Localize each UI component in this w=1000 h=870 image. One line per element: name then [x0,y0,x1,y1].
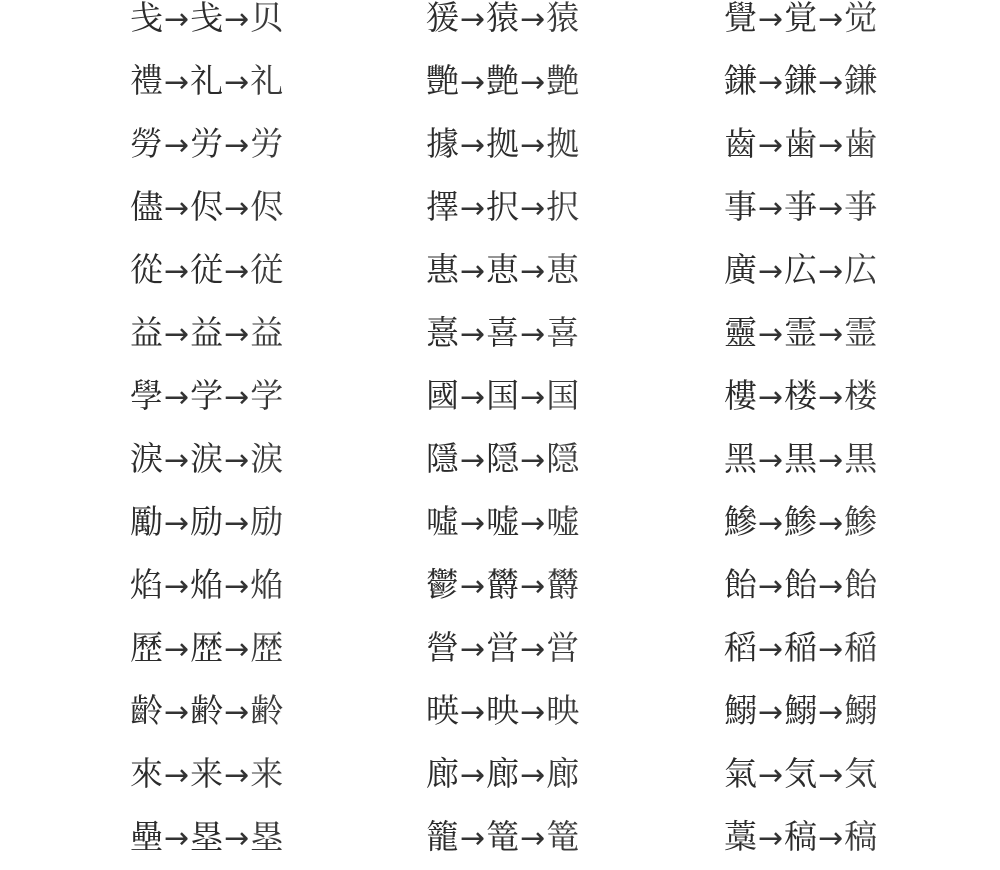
arrow-icon: → [224,443,250,478]
arrow-icon: → [520,569,546,604]
variant-char: 欝 [546,565,580,604]
arrow-icon: → [224,317,250,352]
simplified-char: 益 [190,313,224,352]
variant-entry [130,49,283,112]
arrow-icon: → [520,695,546,730]
arrow-icon: → [758,380,784,415]
arrow-icon: → [520,443,546,478]
arrow-icon: → [818,632,844,667]
variant-entry [130,553,283,616]
arrow-icon: → [758,632,784,667]
variant-entry [130,112,283,175]
arrow-icon: → [758,254,784,289]
arrow-icon: → [758,317,784,352]
simplified-char: 篭 [486,817,520,856]
traditional-char: 齡 [130,691,163,730]
arrow-icon: → [818,569,844,604]
arrow-icon: → [758,2,784,37]
arrow-icon: → [818,317,844,352]
traditional-char: 廣 [724,250,757,289]
simplified-char: 隠 [486,439,520,478]
traditional-char: 覺 [724,0,757,37]
traditional-char: 焰 [130,565,163,604]
arrow-icon: → [164,191,190,226]
variant-entry [426,805,579,868]
variant-entry [130,679,283,742]
traditional-char: 黑 [724,439,757,478]
arrow-icon: → [758,506,784,541]
variant-entry [426,490,579,553]
arrow-icon: → [460,506,486,541]
arrow-icon: → [520,821,546,856]
traditional-char: 稻 [724,628,757,667]
traditional-char: 噓 [426,502,459,541]
variant-char: 営 [546,628,580,667]
arrow-icon: → [520,317,546,352]
variant-char: 礼 [250,61,284,100]
variant-char: 廊 [546,754,580,793]
variant-entry [426,112,579,175]
arrow-icon: → [224,506,250,541]
simplified-char: 焔 [190,565,224,604]
variant-entry [724,553,877,616]
arrow-icon: → [164,695,190,730]
variant-entry [724,616,877,679]
arrow-icon: → [224,2,250,37]
variant-entry [724,679,877,742]
arrow-icon: → [224,380,250,415]
variant-char: 励 [250,502,284,541]
variant-entry [426,0,579,49]
simplified-char: 励 [190,502,224,541]
variant-char: 觉 [844,0,878,37]
variant-char: 鰯 [844,691,878,730]
variant-entry [724,301,877,364]
variant-entry [724,49,877,112]
arrow-icon: → [520,65,546,100]
traditional-char: 鎌 [724,61,757,100]
column-1 [130,0,283,868]
arrow-icon: → [818,695,844,730]
traditional-char: 猨 [426,0,459,37]
variant-entry [130,805,283,868]
traditional-char: 戋 [130,0,163,37]
simplified-char: 労 [190,124,224,163]
simplified-char: 従 [190,250,224,289]
variant-char: 従 [250,250,284,289]
arrow-icon: → [818,380,844,415]
traditional-char: 據 [426,124,459,163]
arrow-icon: → [460,380,486,415]
variant-entry [426,427,579,490]
variant-char: 歴 [250,628,284,667]
arrow-icon: → [224,821,250,856]
variant-char: 焔 [250,565,284,604]
arrow-icon: → [224,191,250,226]
arrow-icon: → [164,569,190,604]
arrow-icon: → [758,443,784,478]
traditional-char: 鰺 [724,502,757,541]
variant-char: 鎌 [844,61,878,100]
variant-entry [724,427,877,490]
traditional-char: 暎 [426,691,459,730]
simplified-char: 歯 [784,124,818,163]
traditional-char: 益 [130,313,163,352]
simplified-char: 鰯 [784,691,818,730]
traditional-char: 靈 [724,313,757,352]
arrow-icon: → [758,569,784,604]
arrow-icon: → [818,506,844,541]
arrow-icon: → [520,2,546,37]
variant-char: 黒 [844,439,878,478]
arrow-icon: → [460,128,486,163]
variant-entry [130,301,283,364]
arrow-icon: → [520,254,546,289]
column-2 [426,0,579,868]
simplified-char: 気 [784,754,818,793]
arrow-icon: → [758,65,784,100]
variant-char: 稲 [844,628,878,667]
traditional-char: 憙 [426,313,459,352]
arrow-icon: → [164,317,190,352]
variant-char: 広 [844,250,878,289]
simplified-char: 喜 [486,313,520,352]
variant-entry [130,175,283,238]
variant-char: 嘘 [546,502,580,541]
arrow-icon: → [460,191,486,226]
variant-entry [426,742,579,805]
arrow-icon: → [460,821,486,856]
arrow-icon: → [758,191,784,226]
simplified-char: 艶 [486,61,520,100]
variant-entry [426,301,579,364]
traditional-char: 國 [426,376,459,415]
arrow-icon: → [818,65,844,100]
arrow-icon: → [520,632,546,667]
arrow-icon: → [460,443,486,478]
variant-entry [130,0,283,49]
variant-entry [426,175,579,238]
simplified-char: 営 [486,628,520,667]
arrow-icon: → [818,443,844,478]
simplified-char: 侭 [190,187,224,226]
arrow-icon: → [520,380,546,415]
arrow-icon: → [164,758,190,793]
simplified-char: 択 [486,187,520,226]
traditional-char: 壘 [130,817,163,856]
simplified-char: 礼 [190,61,224,100]
arrow-icon: → [224,632,250,667]
variant-entry [130,427,283,490]
traditional-char: 隱 [426,439,459,478]
variant-entry [724,364,877,427]
variant-entry [130,490,283,553]
arrow-icon: → [758,128,784,163]
arrow-icon: → [818,128,844,163]
variant-char: 拠 [546,124,580,163]
arrow-icon: → [460,695,486,730]
arrow-icon: → [164,128,190,163]
arrow-icon: → [818,821,844,856]
traditional-char: 齒 [724,124,757,163]
variant-entry [724,175,877,238]
variant-char: 亊 [844,187,878,226]
traditional-char: 氣 [724,754,757,793]
arrow-icon: → [520,128,546,163]
traditional-char: 鬱 [426,565,459,604]
simplified-char: 霊 [784,313,818,352]
simplified-char: 稲 [784,628,818,667]
variant-char: 択 [546,187,580,226]
simplified-char: 猿 [486,0,520,37]
variant-entry [426,616,579,679]
variant-char: 隠 [546,439,580,478]
traditional-char: 籠 [426,817,459,856]
simplified-char: 学 [190,376,224,415]
variant-char: 稿 [844,817,878,856]
traditional-char: 飴 [724,565,757,604]
simplified-char: 欝 [486,565,520,604]
arrow-icon: → [224,758,250,793]
traditional-char: 淚 [130,439,163,478]
variant-char: 猿 [546,0,580,37]
traditional-char: 惠 [426,250,459,289]
variant-char: 恵 [546,250,580,289]
arrow-icon: → [164,65,190,100]
variant-entry [724,805,877,868]
variant-char: 労 [250,124,284,163]
traditional-char: 樓 [724,376,757,415]
simplified-char: 戋 [190,0,224,37]
traditional-char: 事 [724,187,757,226]
arrow-icon: → [520,506,546,541]
arrow-icon: → [164,506,190,541]
arrow-icon: → [758,695,784,730]
arrow-icon: → [818,2,844,37]
simplified-char: 映 [486,691,520,730]
variant-char: 艶 [546,61,580,100]
arrow-icon: → [164,254,190,289]
variant-char: 涙 [250,439,284,478]
variant-char: 霊 [844,313,878,352]
variant-entry [426,679,579,742]
arrow-icon: → [224,569,250,604]
arrow-icon: → [460,569,486,604]
arrow-icon: → [460,632,486,667]
arrow-icon: → [818,758,844,793]
variant-entry [426,49,579,112]
traditional-char: 勞 [130,124,163,163]
variant-char: 塁 [250,817,284,856]
variant-char: 喜 [546,313,580,352]
traditional-char: 學 [130,376,163,415]
variant-entry [130,238,283,301]
simplified-char: 飴 [784,565,818,604]
simplified-char: 黒 [784,439,818,478]
arrow-icon: → [224,128,250,163]
simplified-char: 歴 [190,628,224,667]
simplified-char: 覚 [784,0,818,37]
arrow-icon: → [460,758,486,793]
arrow-icon: → [164,821,190,856]
variant-char: 篭 [546,817,580,856]
variant-entry [130,364,283,427]
simplified-char: 楼 [784,376,818,415]
arrow-icon: → [460,254,486,289]
arrow-icon: → [818,254,844,289]
simplified-char: 来 [190,754,224,793]
arrow-icon: → [460,317,486,352]
traditional-char: 艷 [426,61,459,100]
arrow-icon: → [520,758,546,793]
traditional-char: 廊 [426,754,459,793]
variant-entry [724,490,877,553]
variant-char: 映 [546,691,580,730]
variant-char: 贝 [250,0,284,37]
simplified-char: 鎌 [784,61,818,100]
variant-char: 楼 [844,376,878,415]
variant-entry [426,553,579,616]
arrow-icon: → [164,443,190,478]
traditional-char: 儘 [130,187,163,226]
variant-char: 歯 [844,124,878,163]
traditional-char: 營 [426,628,459,667]
variant-char: 国 [546,376,580,415]
simplified-char: 廊 [486,754,520,793]
simplified-char: 嘘 [486,502,520,541]
variant-char: 来 [250,754,284,793]
column-3 [724,0,877,868]
variant-entry [724,112,877,175]
variant-char: 鯵 [844,502,878,541]
traditional-char: 歷 [130,628,163,667]
arrow-icon: → [164,380,190,415]
arrow-icon: → [460,2,486,37]
simplified-char: 鯵 [784,502,818,541]
simplified-char: 涙 [190,439,224,478]
variant-entry [130,616,283,679]
variant-char: 学 [250,376,284,415]
variant-char: 気 [844,754,878,793]
simplified-char: 拠 [486,124,520,163]
traditional-char: 擇 [426,187,459,226]
variant-char: 侭 [250,187,284,226]
arrow-icon: → [224,254,250,289]
simplified-char: 恵 [486,250,520,289]
arrow-icon: → [224,695,250,730]
variant-entry [130,742,283,805]
variant-entry [724,0,877,49]
arrow-icon: → [520,191,546,226]
traditional-char: 禮 [130,61,163,100]
arrow-icon: → [758,821,784,856]
arrow-icon: → [164,2,190,37]
simplified-char: 亊 [784,187,818,226]
variant-char: 益 [250,313,284,352]
arrow-icon: → [460,65,486,100]
traditional-char: 鰯 [724,691,757,730]
variant-entry [426,364,579,427]
variant-entry [426,238,579,301]
arrow-icon: → [758,758,784,793]
simplified-char: 塁 [190,817,224,856]
variant-char: 齢 [250,691,284,730]
arrow-icon: → [224,65,250,100]
traditional-char: 從 [130,250,163,289]
traditional-char: 來 [130,754,163,793]
traditional-char: 勵 [130,502,163,541]
traditional-char: 藁 [724,817,757,856]
arrow-icon: → [164,632,190,667]
simplified-char: 国 [486,376,520,415]
simplified-char: 齢 [190,691,224,730]
variant-entry [724,238,877,301]
arrow-icon: → [818,191,844,226]
simplified-char: 広 [784,250,818,289]
variant-char: 飴 [844,565,878,604]
variant-entry [724,742,877,805]
simplified-char: 稿 [784,817,818,856]
